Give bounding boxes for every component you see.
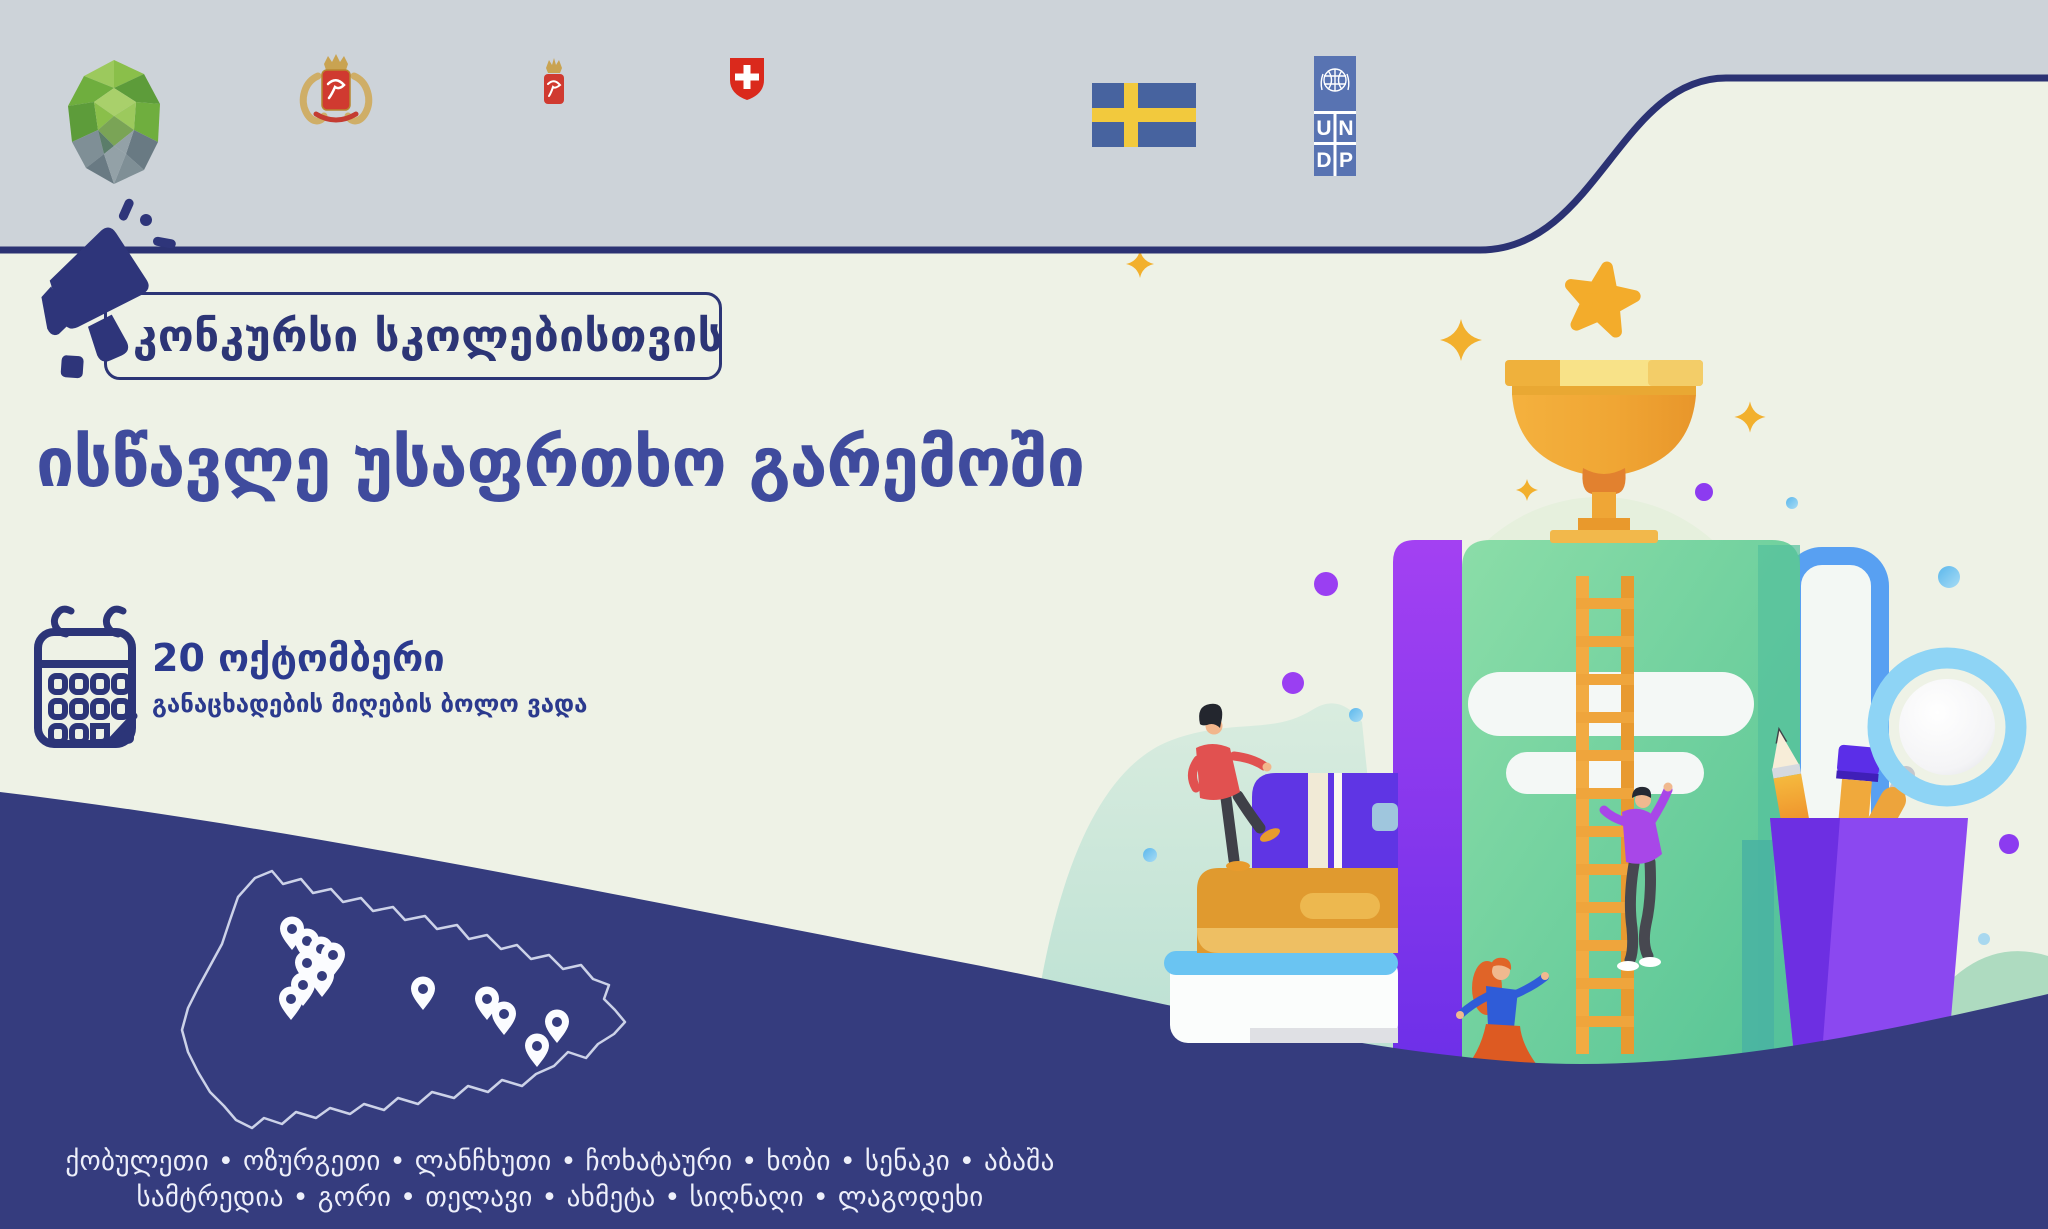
map-pin-icon: [411, 977, 435, 1011]
calendar-icon: [28, 598, 142, 758]
map-pins: [279, 917, 569, 1068]
georgia-coat-of-arms-icon: [288, 52, 384, 136]
map-pin-icon: [525, 1034, 549, 1068]
badge-label: კონკურსი სკოლებისთვის: [132, 310, 724, 362]
map-pin-icon: [545, 1010, 569, 1044]
green-climate-fund-logo: [64, 58, 164, 186]
sweden-flag-icon: [1092, 83, 1196, 147]
undp-letter: P: [1338, 149, 1354, 172]
deadline-date: 20 ოქტომბერი: [152, 636, 445, 680]
swiss-shield-icon: [730, 58, 764, 100]
undp-letter: N: [1338, 117, 1354, 140]
georgia-map-outline: [182, 871, 625, 1128]
cities-line-1: ქობულეთი • ოზურგეთი • ლანჩხუთი • ჩოხატაური • ხობი • სენაკი • აბაშა: [65, 1146, 1055, 1177]
megaphone-icon: [26, 196, 176, 406]
map-pin-icon: [279, 987, 303, 1021]
eiec-coat-of-arms-icon: [542, 56, 566, 114]
cities-list: [30, 1144, 1090, 1216]
map-pin-icon: [492, 1002, 516, 1036]
deadline-note: განაცხადების მიღების ბოლო ვადა: [152, 690, 588, 718]
cities-line-2: სამტრედია • გორი • თელავი • ახმეტა • სიღნაღი • ლაგოდეხი: [136, 1182, 984, 1213]
page-title: ისწავლე უსაფრთხო გარემოში: [36, 424, 1085, 503]
undp-letter: U: [1316, 117, 1332, 140]
undp-logo: [1314, 56, 1356, 176]
competition-badge: [104, 292, 722, 380]
undp-letter: D: [1316, 149, 1332, 172]
